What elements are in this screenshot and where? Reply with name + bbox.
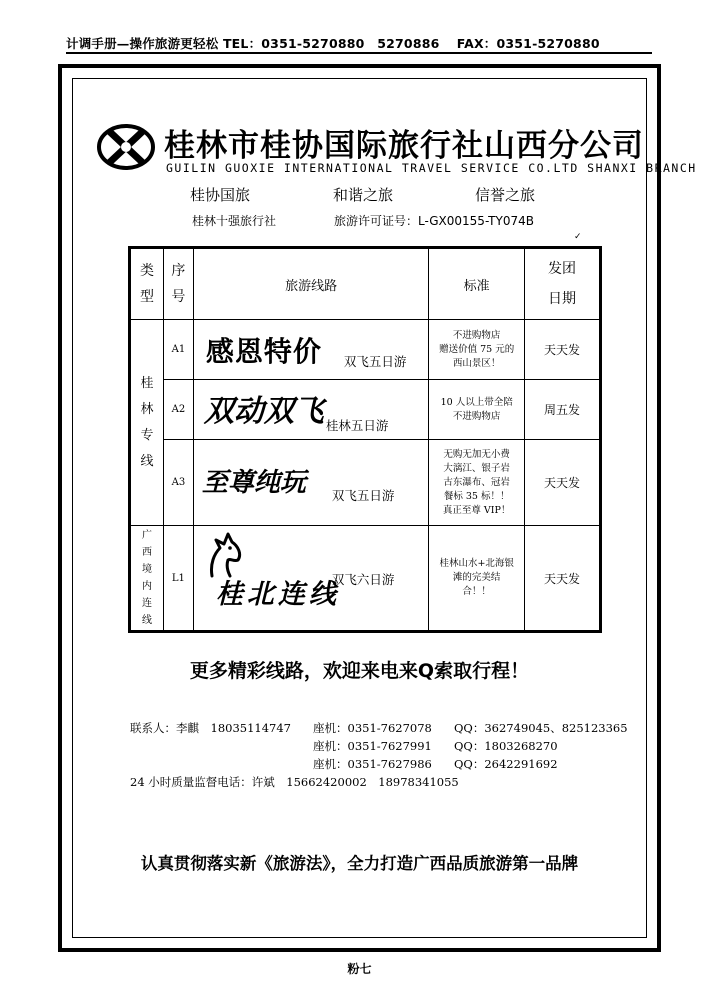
standard-line: 赠送价值 75 元的 [439,343,515,355]
routes-table [128,246,602,633]
header-date-label: 发团日期 [548,261,577,307]
contact-phone-2: 座机：0351-7627991 [313,739,432,753]
table-row [130,380,601,440]
standard-line: 古东瀑布、冠岩 [443,476,510,488]
slogan-1: 桂协国旅 [190,186,251,204]
category-guilin [130,320,164,526]
standard-a2 [429,380,525,440]
route-name-a2: 桂林五日游 [325,418,389,433]
closing-slogan: 认真贯彻落实新《旅游法》，全力打造广西品质旅游第一品牌 [140,854,579,873]
standard-line: 10 人以上带全陪 [440,396,513,408]
header-route: 旅游线路 [193,248,428,320]
category-guilin-label: 桂林专线 [140,375,154,469]
slogan-3: 信誉之旅 [475,186,536,204]
header-type-label: 类型 [139,263,154,305]
route-cell-a2 [193,380,428,440]
standard-line: 大漓江、银子岩 [443,462,510,474]
contact-qq-1: QQ：362749045、825123365 [454,721,628,735]
brand-l1: 桂北连线 [215,579,340,610]
page-number: 粉七 [347,962,372,976]
route-name-l1: 双飞六日游 [331,572,395,587]
company-name-en: GUILIN GUOXIE INTERNATIONAL TRAVEL SERVICE CO.LTD SHANXI BRANCH [166,161,697,175]
route-cell-a1 [193,320,428,380]
horse-icon [204,530,244,578]
route-name-a1: 双飞五日游 [343,354,407,369]
standard-a1 [429,320,525,380]
promo-text: 更多精彩线路，欢迎来电来Q索取行程！ [189,660,530,682]
standard-a3 [429,440,525,526]
standard-line: 合！！ [462,586,491,597]
header-num [163,248,193,320]
standard-line: 无购无加无小费 [443,448,510,460]
tick-mark: ✓ [574,232,582,242]
category-guangxi-label: 广西境内连线 [141,530,152,626]
route-code: L1 [163,526,193,632]
table-header-row [130,248,601,320]
table-row [130,320,601,380]
header-contact-line: 计调手册—操作旅游更轻松 TEL：0351-5270880 5270886 FAX：0351-5270880 [66,34,652,54]
table-row [130,526,601,632]
header-type [130,248,164,320]
route-code: A1 [163,320,193,380]
brand-a2: 双动双飞 [203,394,324,429]
header-num-label: 序号 [171,263,186,305]
route-code: A2 [163,380,193,440]
company-name-cn: 桂林市桂协国际旅行社山西分公司 [164,128,644,164]
header-date [525,248,601,320]
standard-line: 不进购物店 [452,329,501,341]
company-logo-icon [96,122,156,172]
contact-qq-2: QQ：1803268270 [454,739,558,753]
license-number: 旅游许可证号：L-GX00155-TY074B [334,214,534,228]
header-standard: 标准 [429,248,525,320]
date-l1: 天天发 [525,526,601,632]
honor-text: 桂林十强旅行社 [192,214,277,228]
table-row [130,440,601,526]
route-cell-l1 [193,526,428,632]
standard-line: 西山景区！ [452,357,501,369]
contact-phone-1: 座机：0351-7627078 [313,721,432,735]
slogan-2: 和谐之旅 [333,186,394,204]
contact-qq-3: QQ：2642291692 [454,757,558,771]
date-a1: 天天发 [525,320,601,380]
standard-line: 真正至尊 VIP！ [442,504,511,516]
standard-line: 桂林山水+北海银 [439,558,514,569]
standard-line: 滩的完美结 [452,572,501,583]
standard-l1 [429,526,525,632]
brand-a3: 至尊纯玩 [201,468,306,498]
standard-line: 不进购物店 [452,410,501,422]
category-guangxi [130,526,164,632]
quality-hotline: 24 小时质量监督电话：许斌 15662420002 18978341055 [130,775,459,789]
route-name-a3: 双飞五日游 [331,488,395,503]
date-a3: 天天发 [525,440,601,526]
route-code: A3 [163,440,193,526]
brand-a1: 感恩特价 [205,335,322,368]
contact-person: 联系人：李麒 18035114747 [130,721,291,735]
standard-line: 餐标 35 标！！ [443,490,510,502]
route-cell-a3 [193,440,428,526]
date-a2: 周五发 [525,380,601,440]
contact-phone-3: 座机：0351-7627986 [313,757,432,771]
